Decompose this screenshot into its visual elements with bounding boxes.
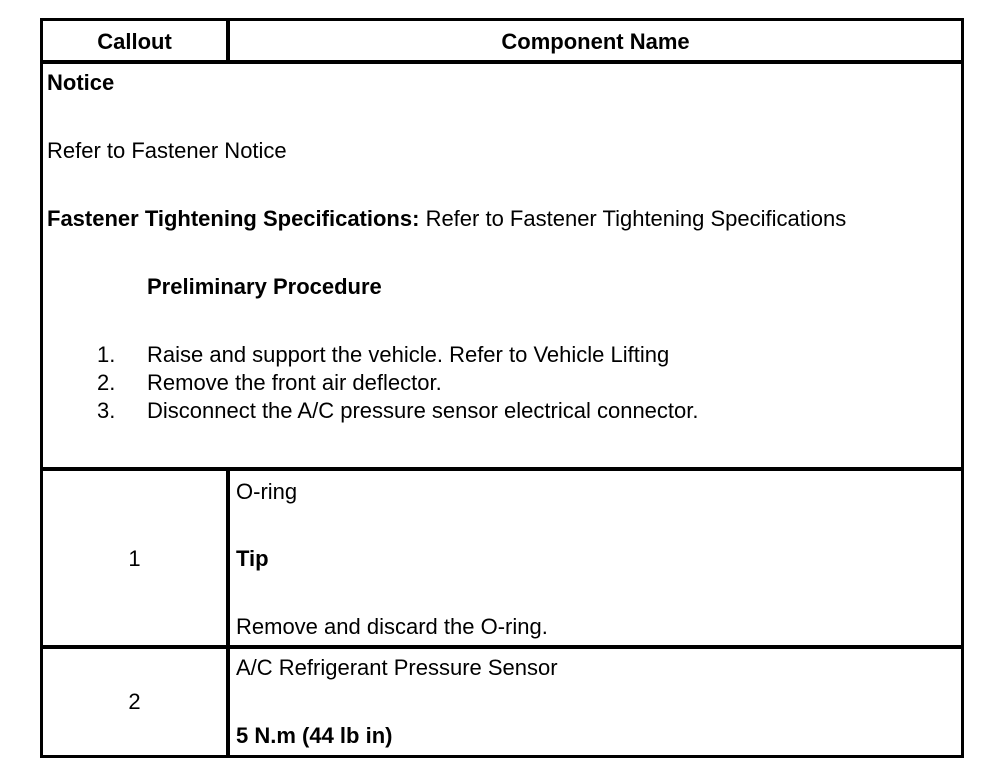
- notice-refer-text: Refer to Fastener Notice: [47, 138, 287, 163]
- tip-label: Tip: [236, 546, 269, 571]
- fastener-spec-label: Fastener Tightening Specifications:: [47, 206, 420, 231]
- step-text: Disconnect the A/C pressure sensor electrical connector.: [147, 398, 699, 423]
- row-callout: 1: [128, 546, 141, 571]
- row-callout: 2: [128, 689, 141, 714]
- rows-column-divider: [226, 467, 230, 758]
- header-callout: Callout: [97, 29, 172, 54]
- row-component-name: A/C Refrigerant Pressure Sensor: [236, 655, 558, 680]
- step-number: 1.: [97, 342, 116, 367]
- tip-text: Remove and discard the O-ring.: [236, 614, 548, 639]
- notice-title: Notice: [47, 70, 115, 95]
- step-number: 3.: [97, 398, 116, 423]
- step-text: Raise and support the vehicle. Refer to Vehicle Lifting: [147, 342, 670, 367]
- row-divider: [40, 645, 964, 649]
- header-divider: [40, 60, 964, 64]
- notice-divider: [40, 467, 964, 471]
- fastener-spec-text: Refer to Fastener Tightening Specifications: [425, 206, 847, 231]
- fastener-spec-line: [47, 206, 846, 232]
- row-component-name: O-ring: [236, 479, 298, 504]
- step-text: Remove the front air deflector.: [147, 370, 442, 395]
- header-component-name: Component Name: [501, 29, 690, 54]
- torque-spec: 5 N.m (44 lb in): [236, 723, 393, 748]
- procedure-title: Preliminary Procedure: [147, 274, 382, 299]
- step-number: 2.: [97, 370, 116, 395]
